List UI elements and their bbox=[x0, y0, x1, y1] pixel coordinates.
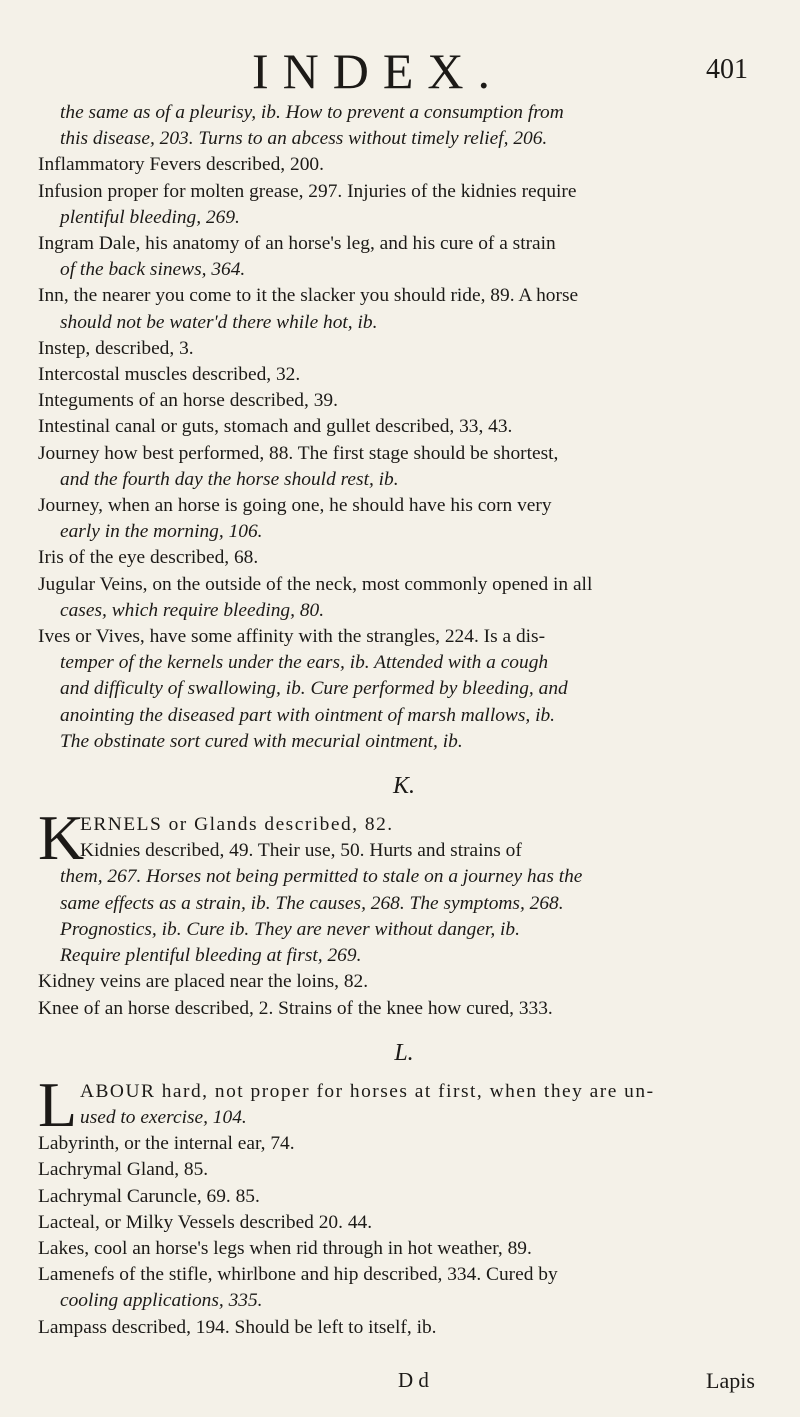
index-entry: Lakes, cool an horse's legs when rid through in hot weather, 89. bbox=[38, 1237, 532, 1259]
index-entry: Inn, the nearer you come to it the slacker you should ride, 89. A horse bbox=[38, 285, 579, 307]
index-entry-text: ERNELS or Glands described, 82. bbox=[80, 814, 394, 836]
index-entry: Intercostal muscles described, 32. bbox=[38, 364, 301, 386]
index-entry: Infusion proper for molten grease, 297. Injuries of the kidnies require bbox=[38, 180, 577, 202]
page-footer bbox=[0, 1368, 800, 1398]
index-entry-line: cooling applications, 335. bbox=[60, 1290, 263, 1312]
index-entry-line: same effects as a strain, ib. The causes, 268. The symptoms, 268. bbox=[60, 892, 564, 914]
index-entry-line: Prognostics, ib. Cure ib. They are never without danger, ib. bbox=[60, 918, 520, 940]
index-entry-line: The obstinate sort cured with mecurial ointment, ib. bbox=[60, 730, 463, 752]
index-entry-line: used to exercise, 104. bbox=[80, 1106, 247, 1128]
catchword: Lapis bbox=[706, 1368, 755, 1393]
index-entry-line: of the back sinews, 364. bbox=[60, 259, 246, 281]
index-entry-line: Kidnies described, 49. Their use, 50. Hurts and strains of bbox=[80, 840, 522, 862]
index-entry: Lamenefs of the stifle, whirlbone and hip described, 334. Cured by bbox=[38, 1264, 558, 1286]
index-entry: Lacteal, or Milky Vessels described 20. 44. bbox=[38, 1211, 373, 1233]
page-header bbox=[0, 42, 800, 102]
drop-capital: K bbox=[38, 802, 86, 874]
index-entry-line: the same as of a pleurisy, ib. How to prevent a consumption from bbox=[60, 102, 564, 123]
running-title: INDEX. bbox=[252, 43, 505, 99]
index-entry-line: Require plentiful bleeding at first, 269. bbox=[60, 945, 362, 967]
index-entry: Integuments of an horse described, 39. bbox=[38, 390, 338, 412]
index-entry: Journey, when an horse is going one, he should have his corn very bbox=[38, 495, 552, 517]
index-entry: Instep, described, 3. bbox=[38, 337, 194, 359]
index-entry: Ives or Vives, have some affinity with the strangles, 224. Is a dis- bbox=[38, 626, 546, 648]
signature-mark: D d bbox=[398, 1368, 429, 1392]
section-heading-k: K. bbox=[392, 773, 415, 800]
index-entry-line: and the fourth day the horse should rest, ib. bbox=[60, 468, 399, 490]
index-entry-line: anointing the diseased part with ointment of marsh mallows, ib. bbox=[60, 704, 556, 726]
index-entry: Intestinal canal or guts, stomach and gullet described, 33, 43. bbox=[38, 416, 513, 438]
index-entry: Knee of an horse described, 2. Strains of the knee how cured, 333. bbox=[38, 997, 553, 1019]
index-entry: Ingram Dale, his anatomy of an horse's leg, and his cure of a strain bbox=[38, 233, 556, 255]
index-entry-line: them, 267. Horses not being permitted to stale on a journey has the bbox=[60, 866, 583, 888]
page-number: 401 bbox=[706, 54, 748, 85]
index-entry-line: and difficulty of swallowing, ib. Cure performed by bleeding, and bbox=[60, 678, 568, 700]
index-entry-line: cases, which require bleeding, 80. bbox=[60, 599, 325, 621]
index-entry-line: should not be water'd there while hot, ib. bbox=[60, 311, 378, 333]
index-entry: Iris of the eye described, 68. bbox=[38, 547, 259, 569]
index-entry-text: ABOUR hard, not proper for horses at first, when they are un- bbox=[80, 1080, 655, 1102]
index-entry-line: temper of the kernels under the ears, ib. Attended with a cough bbox=[60, 652, 549, 674]
index-entry: Journey how best performed, 88. The first stage should be shortest, bbox=[38, 442, 559, 464]
index-entry: Labyrinth, or the internal ear, 74. bbox=[38, 1133, 295, 1155]
drop-capital: L bbox=[38, 1068, 79, 1140]
index-entry-line: plentiful bleeding, 269. bbox=[60, 206, 240, 228]
index-entry: Kidney veins are placed near the loins, 82. bbox=[38, 971, 369, 993]
index-entry: Jugular Veins, on the outside of the neck, most commonly opened in all bbox=[38, 573, 593, 595]
index-entry: Lachrymal Gland, 85. bbox=[38, 1159, 209, 1181]
index-entry: Inflammatory Fevers described, 200. bbox=[38, 154, 324, 176]
index-entries bbox=[38, 100, 770, 1341]
index-entry: Lachrymal Caruncle, 69. 85. bbox=[38, 1185, 260, 1207]
index-entry-line: early in the morning, 106. bbox=[60, 521, 263, 543]
index-entry-line: this disease, 203. Turns to an abcess without timely relief, 206. bbox=[60, 128, 548, 150]
index-entry: Lampass described, 194. Should be left to itself, ib. bbox=[38, 1316, 437, 1338]
section-heading-l: L. bbox=[394, 1039, 414, 1066]
